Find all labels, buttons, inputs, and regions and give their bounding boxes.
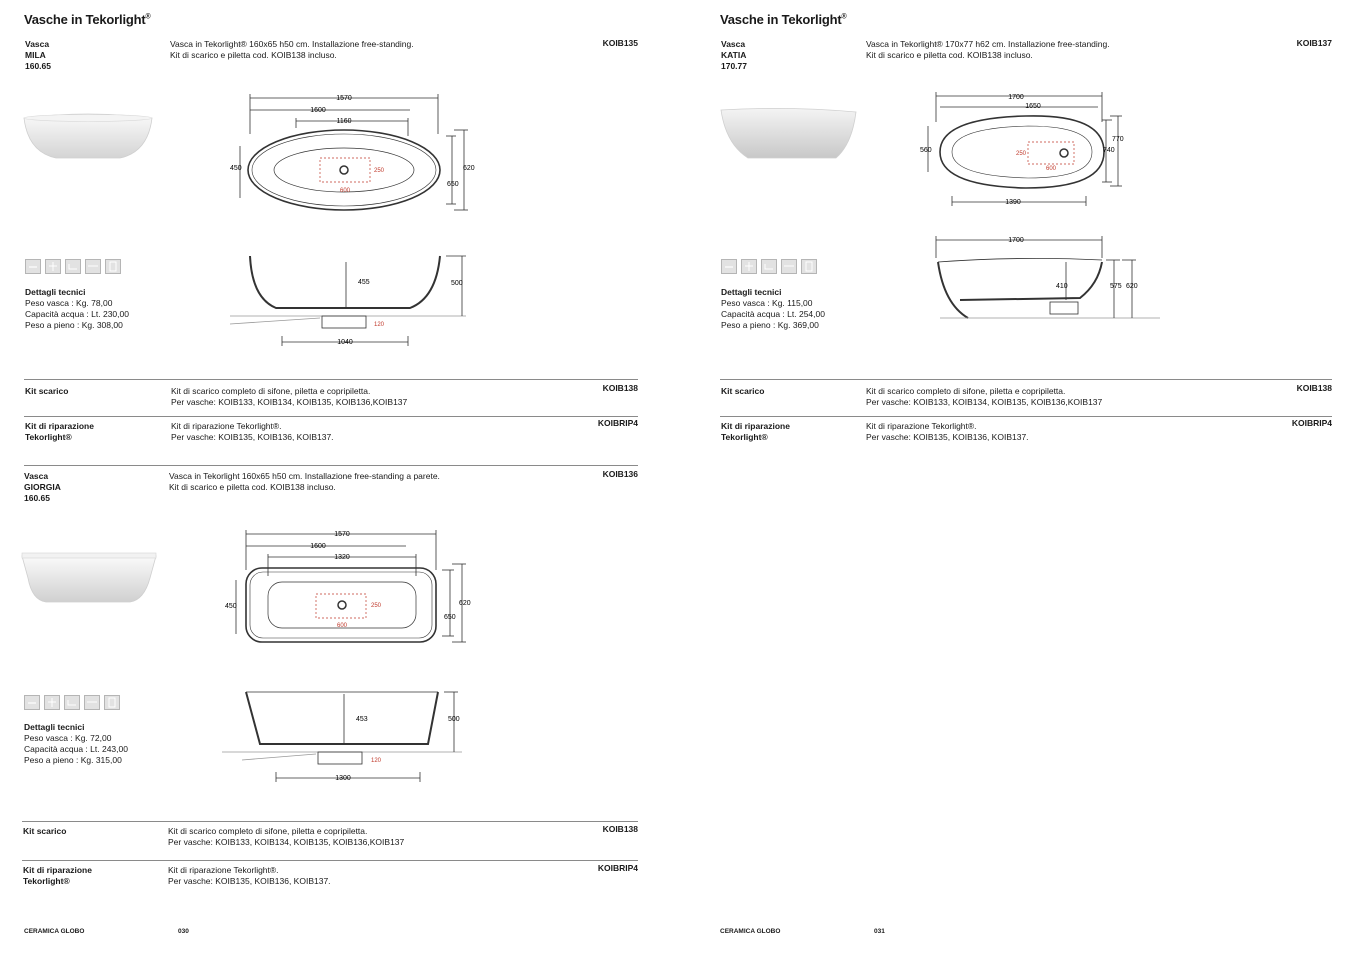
installation-icon — [105, 259, 121, 274]
product-code-giorgia: KOIB136 — [602, 469, 638, 479]
svg-text:120: 120 — [374, 322, 385, 328]
hand-shower-icon — [45, 259, 61, 274]
accessory-code: KOIB138 — [602, 383, 638, 393]
page-number: 031 — [874, 928, 885, 935]
svg-text:650: 650 — [444, 614, 456, 621]
svg-text:455: 455 — [358, 279, 370, 286]
accessory-description: Kit di scarico completo di sifone, piletta e copripiletta. Per vasche: KOIB133, KOIB134, KOIB135, KOIB136,KOIB137 — [168, 826, 405, 847]
svg-text:600: 600 — [337, 623, 348, 629]
divider — [24, 416, 638, 417]
svg-text:1040: 1040 — [337, 339, 353, 346]
product-code-katia: KOIB137 — [1296, 38, 1332, 48]
accessory-label: Kit di riparazione Tekorlight® — [23, 865, 92, 886]
hand-shower-icon — [741, 259, 757, 274]
svg-text:1320: 1320 — [334, 554, 350, 561]
product-label-katia: Vasca KATIA 170.77 — [721, 39, 747, 71]
svg-text:250: 250 — [371, 603, 382, 609]
product-description-katia: Vasca in Tekorlight® 170x77 h62 cm. Installazione free-standing. Kit di scarico e piletta cod. KOIB138 incluso. — [866, 39, 1110, 60]
svg-text:250: 250 — [374, 168, 385, 174]
accessory-label: Kit di riparazione Tekorlight® — [25, 421, 94, 442]
bathtub-photo-mila — [20, 108, 156, 164]
bathtub-photo-katia — [718, 104, 860, 162]
side-drawing-mila — [230, 252, 480, 348]
svg-text:620: 620 — [459, 600, 471, 607]
feature-icons-katia — [721, 259, 817, 274]
technical-details-mila: Dettagli tecnici Peso vasca : Kg. 78,00 Capacità acqua : Lt. 230,00 Peso a pieno : Kg. 308,00 — [25, 287, 129, 330]
svg-text:1600: 1600 — [310, 543, 326, 550]
svg-text:1390: 1390 — [1005, 199, 1021, 206]
plan-drawing-giorgia — [220, 524, 480, 650]
accessory-description: Kit di riparazione Tekorlight®. Per vasche: KOIB135, KOIB136, KOIB137. — [171, 421, 334, 442]
bathtub-photo-giorgia — [18, 548, 160, 606]
accessory-label: Kit scarico — [23, 826, 67, 836]
svg-text:740: 740 — [1103, 147, 1115, 154]
overflow-drain-icon — [761, 259, 777, 274]
svg-text:1570: 1570 — [334, 531, 350, 538]
svg-text:450: 450 — [225, 603, 237, 610]
svg-text:1160: 1160 — [336, 118, 352, 125]
divider — [720, 379, 1332, 380]
svg-text:770: 770 — [1112, 136, 1124, 143]
overflow-drain-icon — [65, 259, 81, 274]
plan-drawing-katia — [916, 90, 1136, 212]
accessory-description: Kit di scarico completo di sifone, piletta e copripiletta. Per vasche: KOIB133, KOIB134, KOIB135, KOIB136,KOIB137 — [866, 386, 1103, 407]
svg-text:120: 120 — [371, 758, 382, 764]
page-title-left: Vasche in Tekorlight® — [24, 12, 151, 27]
svg-text:500: 500 — [448, 716, 460, 723]
accessory-description: Kit di riparazione Tekorlight®. Per vasche: KOIB135, KOIB136, KOIB137. — [168, 865, 331, 886]
svg-text:1700: 1700 — [1008, 94, 1024, 101]
footer-brand: CERAMICA GLOBO — [24, 928, 85, 935]
accessory-code: KOIB138 — [1296, 383, 1332, 393]
technical-details-katia: Dettagli tecnici Peso vasca : Kg. 115,00 Capacità acqua : Lt. 254,00 Peso a pieno : Kg. 369,00 — [721, 287, 825, 330]
side-drawing-katia — [930, 234, 1170, 326]
product-description-mila: Vasca in Tekorlight® 160x65 h50 cm. Installazione free-standing. Kit di scarico e piletta cod. KOIB138 incluso. — [170, 39, 414, 60]
svg-text:410: 410 — [1056, 283, 1068, 290]
installation-icon — [801, 259, 817, 274]
svg-text:453: 453 — [356, 716, 368, 723]
svg-text:600: 600 — [340, 188, 351, 194]
technical-details-giorgia: Dettagli tecnici Peso vasca : Kg. 72,00 Capacità acqua : Lt. 243,00 Peso a pieno : Kg. 315,00 — [24, 722, 128, 765]
accessory-code: KOIB138 — [602, 824, 638, 834]
svg-text:620: 620 — [1126, 283, 1138, 290]
divider — [720, 416, 1332, 417]
side-drawing-giorgia — [222, 688, 472, 784]
bathtub-icon — [721, 259, 737, 274]
page-number: 030 — [178, 928, 189, 935]
svg-text:500: 500 — [451, 280, 463, 287]
dimensions-icon — [781, 259, 797, 274]
svg-text:1700: 1700 — [1008, 237, 1024, 244]
divider — [24, 379, 638, 380]
feature-icons-giorgia — [24, 695, 120, 710]
feature-icons-mila — [25, 259, 121, 274]
product-label-giorgia: Vasca GIORGIA 160.65 — [24, 471, 61, 503]
hand-shower-icon — [44, 695, 60, 710]
product-label-mila: Vasca MILA 160.65 — [25, 39, 51, 71]
svg-text:1600: 1600 — [310, 107, 326, 114]
svg-text:1650: 1650 — [1025, 103, 1041, 110]
footer-brand: CERAMICA GLOBO — [720, 928, 781, 935]
overflow-drain-icon — [64, 695, 80, 710]
svg-text:250: 250 — [1016, 151, 1027, 157]
plan-drawing-mila — [224, 88, 484, 216]
bathtub-icon — [24, 695, 40, 710]
dimensions-icon — [84, 695, 100, 710]
accessory-label: Kit di riparazione Tekorlight® — [721, 421, 790, 442]
svg-text:620: 620 — [463, 165, 475, 172]
svg-text:1570: 1570 — [336, 95, 352, 102]
divider — [22, 821, 638, 822]
divider — [22, 860, 638, 861]
installation-icon — [104, 695, 120, 710]
accessory-label: Kit scarico — [25, 386, 69, 396]
product-description-giorgia: Vasca in Tekorlight 160x65 h50 cm. Installazione free-standing a parete. Kit di scarico e piletta cod. KOIB138 incluso. — [169, 471, 440, 492]
svg-text:450: 450 — [230, 165, 242, 172]
bathtub-icon — [25, 259, 41, 274]
divider — [24, 465, 638, 466]
accessory-label: Kit scarico — [721, 386, 765, 396]
product-code-mila: KOIB135 — [602, 38, 638, 48]
svg-text:600: 600 — [1046, 166, 1057, 172]
accessory-description: Kit di scarico completo di sifone, piletta e copripiletta. Per vasche: KOIB133, KOIB134, KOIB135, KOIB136,KOIB137 — [171, 386, 408, 407]
accessory-code: KOIBRIP4 — [597, 863, 638, 873]
accessory-code: KOIBRIP4 — [1291, 418, 1332, 428]
svg-text:560: 560 — [920, 147, 932, 154]
accessory-description: Kit di riparazione Tekorlight®. Per vasche: KOIB135, KOIB136, KOIB137. — [866, 421, 1029, 442]
accessory-code: KOIBRIP4 — [597, 418, 638, 428]
svg-text:575: 575 — [1110, 283, 1122, 290]
dimensions-icon — [85, 259, 101, 274]
page-title-right: Vasche in Tekorlight® — [720, 12, 847, 27]
svg-text:1300: 1300 — [335, 775, 351, 782]
svg-text:650: 650 — [447, 181, 459, 188]
